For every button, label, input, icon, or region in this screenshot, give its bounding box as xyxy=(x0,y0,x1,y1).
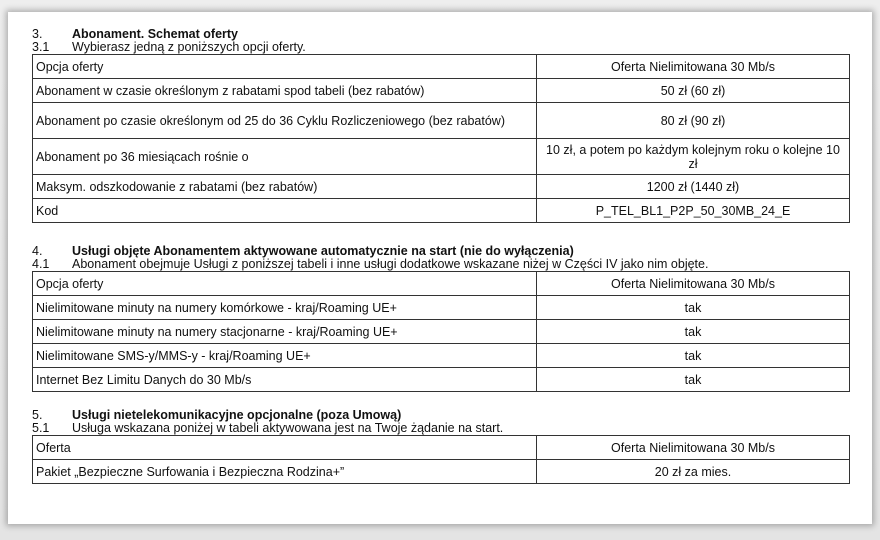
subsection-text: Abonament obejmuje Usługi z poniższej tabeli i inne usługi dodatkowe wskazane niżej w Części IV jako nim objęte. xyxy=(72,257,709,271)
section-3 xyxy=(32,28,850,223)
section-subheading xyxy=(32,41,850,54)
table-cell: Abonament po czasie określonym od 25 do 36 Cyklu Rozliczeniowego (bez rabatów) xyxy=(33,103,537,139)
section-number: 5. xyxy=(32,408,43,422)
subsection-text: Usługa wskazana poniżej w tabeli aktywowana jest na Twoje żądanie na start. xyxy=(72,421,504,435)
document-page xyxy=(8,12,872,524)
subsection-text: Wybierasz jedną z poniższych opcji oferty. xyxy=(72,40,306,54)
subsection-number: 4.1 xyxy=(32,257,50,271)
table-cell: Internet Bez Limitu Danych do 30 Mb/s xyxy=(33,368,537,392)
offer-options-table xyxy=(32,54,850,223)
table-cell: P_TEL_BL1_P2P_50_30MB_24_E xyxy=(537,199,850,223)
table-cell: 20 zł za mies. xyxy=(537,460,850,484)
table-cell: Abonament w czasie określonym z rabatami spod tabeli (bez rabatów) xyxy=(33,79,537,103)
table-cell: tak xyxy=(537,344,850,368)
table-cell: Maksym. odszkodowanie z rabatami (bez rabatów) xyxy=(33,175,537,199)
table-row xyxy=(33,272,850,296)
table-cell: Pakiet „Bezpieczne Surfowania i Bezpieczna Rodzina+” xyxy=(33,460,537,484)
table-row xyxy=(33,320,850,344)
table-row xyxy=(33,368,850,392)
table-row xyxy=(33,79,850,103)
table-cell: Oferta Nielimitowana 30 Mb/s xyxy=(537,272,850,296)
table-cell: 80 zł (90 zł) xyxy=(537,103,850,139)
table-cell: Nielimitowane minuty na numery komórkowe - kraj/Roaming UE+ xyxy=(33,296,537,320)
section-title: Usługi objęte Abonamentem aktywowane automatycznie na start (nie do wyłączenia) xyxy=(72,244,574,258)
table-row xyxy=(33,139,850,175)
table-cell: tak xyxy=(537,320,850,344)
table-cell: Oferta Nielimitowana 30 Mb/s xyxy=(537,55,850,79)
table-cell: 1200 zł (1440 zł) xyxy=(537,175,850,199)
section-4 xyxy=(32,245,850,392)
optional-services-table xyxy=(32,435,850,484)
table-cell: 50 zł (60 zł) xyxy=(537,79,850,103)
table-cell: Nielimitowane minuty na numery stacjonarne - kraj/Roaming UE+ xyxy=(33,320,537,344)
table-cell: Kod xyxy=(33,199,537,223)
table-cell: Oferta xyxy=(33,436,537,460)
table-row xyxy=(33,103,850,139)
table-row xyxy=(33,296,850,320)
table-row xyxy=(33,55,850,79)
table-row xyxy=(33,344,850,368)
section-subheading xyxy=(32,258,850,271)
subsection-number: 5.1 xyxy=(32,421,50,435)
section-subheading xyxy=(32,422,850,435)
section-number: 3. xyxy=(32,27,43,41)
table-cell: tak xyxy=(537,296,850,320)
included-services-table xyxy=(32,271,850,392)
section-number: 4. xyxy=(32,244,43,258)
subsection-number: 3.1 xyxy=(32,40,50,54)
table-cell: 10 zł, a potem po każdym kolejnym roku o kolejne 10 zł xyxy=(537,139,850,175)
section-5 xyxy=(32,409,850,484)
table-cell: Opcja oferty xyxy=(33,55,537,79)
table-row xyxy=(33,199,850,223)
table-cell: Abonament po 36 miesiącach rośnie o xyxy=(33,139,537,175)
table-cell: tak xyxy=(537,368,850,392)
section-title: Abonament. Schemat oferty xyxy=(72,27,239,41)
table-row xyxy=(33,436,850,460)
table-cell: Nielimitowane SMS-y/MMS-y - kraj/Roaming UE+ xyxy=(33,344,537,368)
table-row xyxy=(33,175,850,199)
section-title: Usługi nietelekomunikacyjne opcjonalne (poza Umową) xyxy=(72,408,402,422)
table-cell: Opcja oferty xyxy=(33,272,537,296)
table-row xyxy=(33,460,850,484)
table-cell: Oferta Nielimitowana 30 Mb/s xyxy=(537,436,850,460)
